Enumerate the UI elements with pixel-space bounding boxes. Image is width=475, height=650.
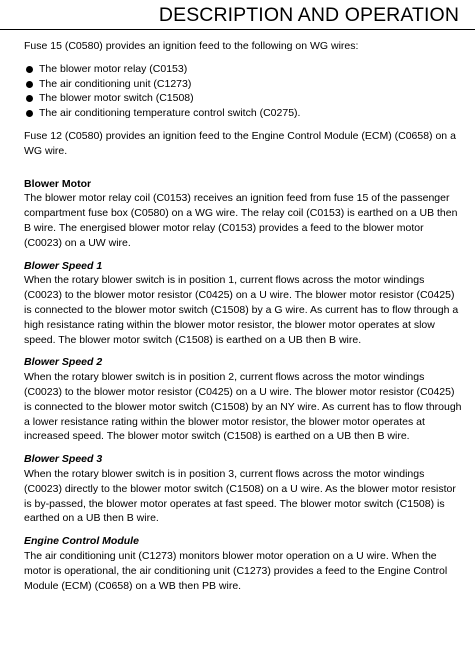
bullet-icon [26,110,33,117]
fuse15-paragraph: Fuse 15 (C0580) provides an ignition feed to the following on WG wires: [24,40,359,52]
list-item [24,106,462,121]
section-heading: Blower Speed 2 [24,356,103,369]
section-blower-speed-1 [24,259,462,348]
page-title: DESCRIPTION AND OPERATION [158,4,459,26]
section-blower-motor [24,177,462,251]
section-engine-control-module [24,534,462,593]
section-body: The air conditioning unit (C1273) monitors blower motor operation on a U wire. When the motor is operational, the air conditioning unit (C1273) provides a feed to the Engine Control Module (ECM) (C0658) on a WB then PB wire. [24,549,448,592]
list-item-text: The air conditioning unit (C1273) [39,77,192,90]
bullet-icon [26,66,33,73]
list-item [24,91,462,106]
list-item-text: The air conditioning temperature control switch (C0275). [39,107,301,120]
section-heading: Engine Control Module [24,535,139,548]
section-body: When the rotary blower switch is in position 2, current flows across the motor windings (C0023) to the blower motor resistor (C0425) on a U wire. The blower motor resistor (C0425) is connected to the blower motor switch (C1508) by an NY wire. As current has to flow through a lower resistance rating within the blower motor resistor, the blower motor operates at increased speed. The blower motor switch (C1508) is earthed on a UB then B wire. [24,371,462,443]
section-heading: Blower Motor [24,177,92,190]
bullet-icon [26,95,33,102]
section-blower-speed-3 [24,452,462,526]
section-heading: Blower Speed 1 [24,259,103,272]
fuse15-feed-list [24,62,462,121]
section-body: The blower motor relay coil (C0153) receives an ignition feed from fuse 15 of the passenger compartment fuse box (C0580) on a WG wire. The relay coil (C0153) is earthed on a UB then B wire. The energised blower motor relay (C0153) provides a feed to the blower motor (C0023) on a UW wire. [24,192,458,249]
document-body [24,39,462,601]
list-item [24,77,462,92]
list-item-text: The blower motor relay (C0153) [39,62,188,75]
section-heading: Blower Speed 3 [24,453,103,466]
fuse12-paragraph: Fuse 12 (C0580) provides an ignition feed to the Engine Control Module (ECM) (C0658) on a WG wire. [24,129,456,157]
section-blower-speed-2 [24,355,462,444]
list-item [24,62,462,77]
section-body: When the rotary blower switch is in position 1, current flows across the motor windings (C0023) to the blower motor resistor (C0425) on a U wire. The blower motor resistor (C0425) is connected to the blower motor switch (C1508) by a G wire. As current has to flow through a high resistance rating within the blower motor resistor, the blower motor operates at slow speed. The blower motor switch (C1508) is earthed on a UB then B wire. [24,274,459,346]
bullet-icon [26,81,33,88]
list-item-text: The blower motor switch (C1508) [39,92,194,105]
page-header [0,0,475,30]
section-body: When the rotary blower switch is in position 3, current flows across the motor windings (C0023) directly to the blower motor switch (C1508) on a U wire. As the blower motor resistor is by-passed, the blower motor operates at fast speed. The blower motor switch (C1508) is earthed on a UB then B wire. [24,467,456,525]
